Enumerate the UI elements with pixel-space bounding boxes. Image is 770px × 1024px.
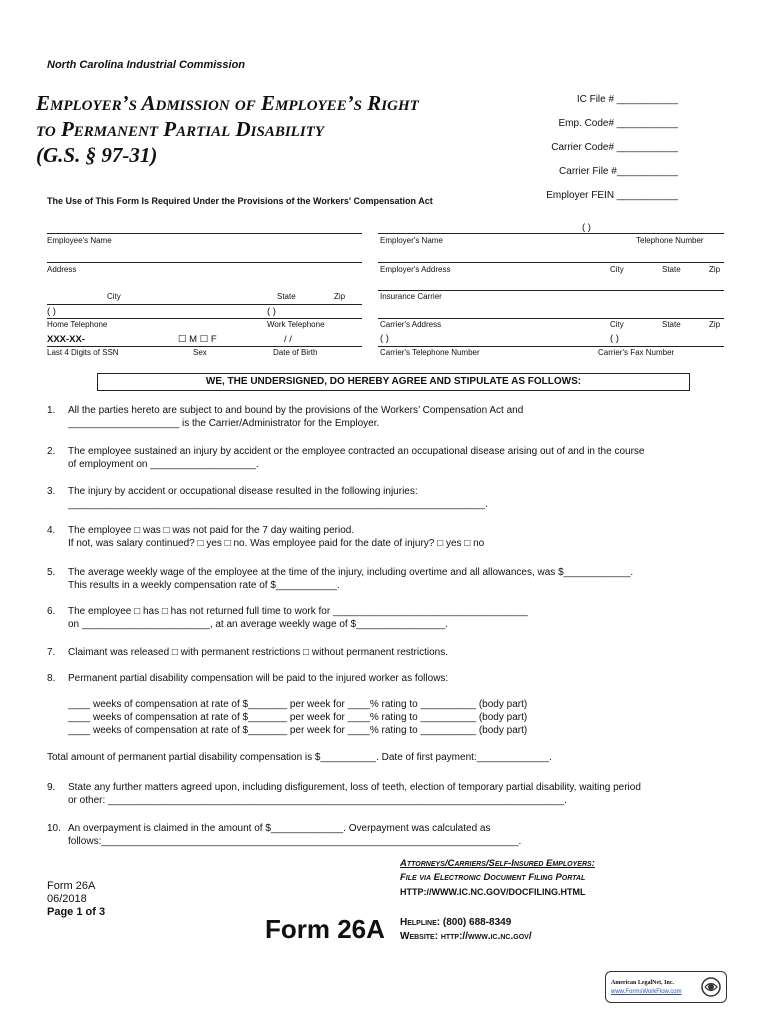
item-text[interactable]: The average weekly wage of the employee at the time of the injury, including overtime and all allowances, was $____________.: [68, 567, 634, 578]
employer-state-label: State: [662, 265, 681, 274]
ssn-value[interactable]: XXX-XX-: [47, 334, 86, 345]
item-number: 6.: [47, 606, 56, 617]
carrier-phone-line[interactable]: [378, 346, 724, 347]
item-text: State any further matters agreed upon, including disfigurement, loss of teeth, election of temporary partial disability, waiting period: [68, 782, 641, 793]
item-text[interactable]: follows:___________________________________________________________________________.: [68, 836, 522, 847]
list-item: [47, 524, 727, 550]
carrier-zip-label: Zip: [709, 320, 721, 329]
page-number: Page 1 of 3: [47, 906, 106, 918]
last4-ssn-label: Last 4 Digits of SSN: [47, 348, 119, 357]
list-item: [47, 605, 727, 631]
employee-name-label: Employee's Name: [47, 236, 112, 245]
efile-url-link[interactable]: HTTP://WWW.IC.NC.GOV/DOCFILING.HTML: [400, 887, 586, 897]
employee-city-label: City: [107, 292, 121, 301]
item-text[interactable]: The employee □ was □ was not paid for the 7 day waiting period.: [68, 525, 355, 536]
title-line: (G.S. § 97-31): [36, 143, 158, 167]
address-line[interactable]: [47, 262, 362, 263]
weeks-block[interactable]: [68, 698, 527, 737]
employer-name-line[interactable]: [378, 233, 724, 234]
item-number: 7.: [47, 647, 56, 658]
carrier-fax-paren[interactable]: ( ): [610, 333, 619, 344]
employer-city-label: City: [610, 265, 624, 274]
employer-name-label: Employer's Name: [380, 236, 443, 245]
weeks-line[interactable]: ____ weeks of compensation at rate of $_______ per week for ____% rating to __________ (body part): [68, 725, 528, 736]
carrier-address-label: Carrier's Address: [380, 320, 442, 329]
list-item: [47, 646, 727, 659]
item-text[interactable]: If not, was salary continued? □ yes □ no. Was employee paid for the date of injury? □ yes □ no: [68, 538, 485, 549]
list-item: [47, 822, 727, 848]
item-text: The employee sustained an injury by accident or the employee contracted an occupational disease arising out of and in the course: [68, 446, 645, 457]
employer-address-label: Employer's Address: [380, 265, 451, 274]
employee-state-label: State: [277, 292, 296, 301]
item-text[interactable]: This results in a weekly compensation rate of $___________.: [68, 580, 340, 591]
carrier-code-field[interactable]: Carrier Code# ___________: [551, 142, 678, 153]
home-telephone-label: Home Telephone: [47, 320, 108, 329]
dob-value[interactable]: / /: [284, 334, 292, 345]
item-text: All the parties hereto are subject to and bound by the provisions of the Workers’ Compensation Act and: [68, 405, 524, 416]
item-text[interactable]: The employee □ has □ has not returned full time to work for ___________________________________: [68, 606, 528, 617]
item-text[interactable]: Claimant was released □ with permanent restrictions □ without permanent restrictions.: [68, 647, 449, 658]
employee-city-line[interactable]: [47, 304, 362, 305]
item-number: 1.: [47, 405, 56, 416]
item-text: Permanent partial disability compensation will be paid to the injured worker as follows:: [68, 673, 449, 684]
insurance-carrier-label: Insurance Carrier: [380, 292, 442, 301]
emp-code-field[interactable]: Emp. Code# ___________: [558, 118, 678, 129]
agency-name: North Carolina Industrial Commission: [47, 59, 246, 71]
weeks-line[interactable]: ____ weeks of compensation at rate of $_______ per week for ____% rating to __________ (body part): [68, 712, 528, 723]
weeks-line[interactable]: ____ weeks of compensation at rate of $_______ per week for ____% rating to __________ (body part): [68, 699, 528, 710]
employer-phone-paren[interactable]: ( ): [582, 222, 591, 233]
phone-line[interactable]: [47, 318, 362, 319]
carrier-fax-label: Carrier's Fax Number: [598, 348, 675, 357]
item-number: 5.: [47, 567, 56, 578]
sex-checkboxes[interactable]: ☐ M ☐ F: [178, 334, 217, 345]
sex-label: Sex: [193, 348, 207, 357]
carrier-file-field[interactable]: Carrier File #___________: [559, 166, 678, 177]
list-item: [47, 404, 727, 430]
efile-notice: [400, 857, 595, 899]
form-id-block: [47, 880, 105, 919]
item-text: The injury by accident or occupational disease resulted in the following injuries:: [68, 486, 418, 497]
total-line[interactable]: Total amount of permanent partial disability compensation is $__________. Date of first payment:_____________.: [47, 752, 552, 763]
telephone-label: Telephone Number: [636, 236, 704, 245]
website-link[interactable]: Website: http://www.ic.nc.gov/: [400, 931, 532, 942]
home-phone-paren[interactable]: ( ): [47, 306, 56, 317]
vendor-stamp: [605, 971, 727, 1003]
work-telephone-label: Work Telephone: [267, 320, 325, 329]
form-date: 06/2018: [47, 893, 87, 905]
item-number: 2.: [47, 446, 56, 457]
list-item: [47, 485, 727, 511]
employee-zip-label: Zip: [334, 292, 346, 301]
item-number: 4.: [47, 525, 56, 536]
item-text[interactable]: ___________________________________________________________________________.: [68, 499, 488, 510]
ssn-line[interactable]: [47, 346, 362, 347]
item-text[interactable]: on _______________________, at an average weekly wage of $________________.: [68, 619, 448, 630]
employer-city-line[interactable]: [378, 290, 724, 291]
file-id-box: [546, 88, 678, 208]
employer-zip-label: Zip: [709, 265, 721, 274]
address-label: Address: [47, 265, 77, 274]
employer-address-line[interactable]: [378, 262, 724, 263]
carrier-phone-label: Carrier's Telephone Number: [380, 348, 480, 357]
stipulation-banner: WE, THE UNDERSIGNED, DO HEREBY AGREE AND STIPULATE AS FOLLOWS:: [97, 373, 690, 391]
title-line: to Permanent Partial Disability: [36, 117, 325, 141]
help-block: [400, 916, 532, 944]
form-number-large: Form 26A: [265, 914, 385, 944]
item-text[interactable]: An overpayment is claimed in the amount of $_____________. Overpayment was calculated as: [68, 823, 491, 834]
item-number: 8.: [47, 673, 56, 684]
item-number: 3.: [47, 486, 56, 497]
carrier-state-label: State: [662, 320, 681, 329]
list-item: [47, 672, 727, 685]
list-item: [47, 781, 727, 807]
employee-name-line[interactable]: [47, 233, 362, 234]
form-subtitle: The Use of This Form Is Required Under the Provisions of the Workers' Compensation Act: [47, 196, 433, 206]
employer-fein-field[interactable]: Employer FEIN ___________: [546, 190, 678, 201]
form-number: Form 26A: [47, 880, 96, 892]
ic-file-field[interactable]: IC File # ___________: [576, 94, 678, 105]
list-item: [47, 445, 727, 471]
stamp-company: American LegalNet, Inc.: [611, 980, 674, 986]
globe-icon: [700, 976, 722, 998]
carrier-phone-paren[interactable]: ( ): [380, 333, 389, 344]
work-phone-paren[interactable]: ( ): [267, 306, 276, 317]
carrier-line[interactable]: [378, 318, 724, 319]
list-item: [47, 566, 727, 592]
form-title: [36, 90, 419, 168]
helpline: Helpline: (800) 688-8349: [400, 917, 512, 928]
item-text[interactable]: or other: __________________________________________________________________________________.: [68, 795, 567, 806]
item-text[interactable]: ____________________ is the Carrier/Administrator for the Employer.: [68, 418, 380, 429]
carrier-city-label: City: [610, 320, 624, 329]
dob-label: Date of Birth: [273, 348, 318, 357]
item-number: 9.: [47, 782, 56, 793]
item-text[interactable]: of employment on ___________________.: [68, 459, 259, 470]
title-line: Employer’s Admission of Employee’s Right: [36, 91, 419, 115]
efile-audience: Attorneys/Carriers/Self-Insured Employers:: [400, 858, 595, 869]
efile-portal: File via Electronic Document Filing Portal: [400, 872, 586, 883]
item-number: 10.: [47, 823, 61, 834]
stamp-link[interactable]: www.FormsWorkFlow.com: [611, 989, 682, 995]
